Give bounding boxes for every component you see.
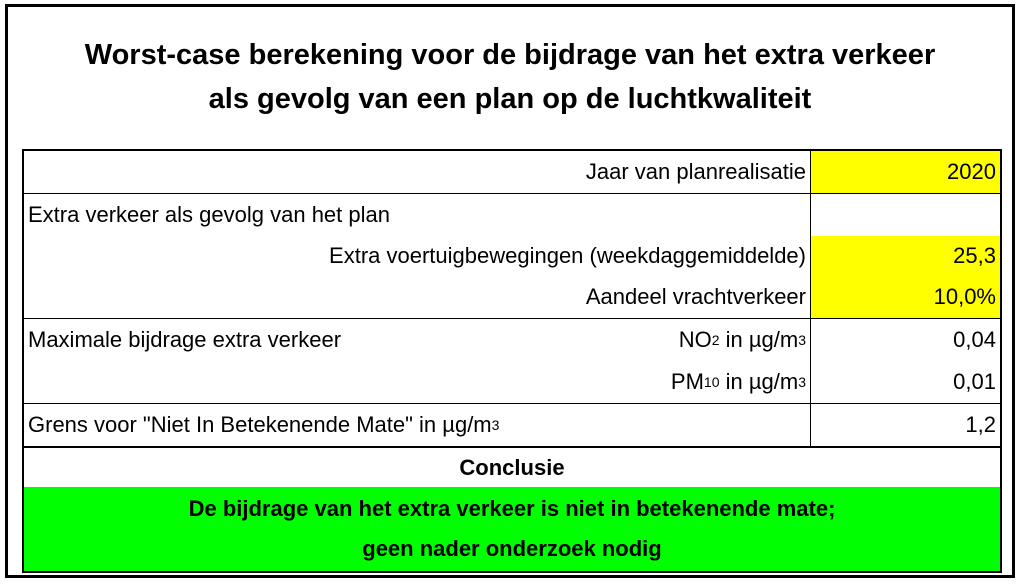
row-no2: [24, 319, 1000, 361]
row-vrachtverkeer: [24, 276, 1000, 319]
pm10-value-cell[interactable]: 0,01: [810, 361, 1000, 403]
conclusie-header: Conclusie: [459, 454, 565, 480]
extra-verkeer-empty-cell[interactable]: [810, 194, 1000, 236]
extra-verkeer-label: Extra verkeer als gevolg van het plan: [28, 202, 390, 227]
no2-mid: in µg/m: [719, 327, 799, 352]
row-conclusie-header: [24, 448, 1000, 487]
pm10-cell: [24, 361, 810, 403]
row-pm10: [24, 361, 1000, 404]
row-grens: [24, 404, 1000, 448]
grens-label: Grens voor "Niet In Betekenende Mate" in µg/m 3: [28, 412, 500, 437]
row-extra-verkeer: [24, 194, 1000, 236]
voertuigbewegingen-value-cell[interactable]: 25,3: [810, 236, 1000, 276]
no2-unit-label: NO 2 in µg/m 3: [678, 327, 806, 352]
grens-value-cell[interactable]: 1,2: [810, 404, 1000, 446]
conclusie-line-1: De bijdrage van het extra verkeer is niet in betekenende mate;: [188, 496, 836, 521]
pm10-pre: PM: [670, 369, 704, 394]
title-line-2: als gevolg van een plan op de luchtkwaliteit: [208, 83, 812, 115]
title-line-1: Worst-case berekening voor de bijdrage van het extra verkeer: [84, 39, 936, 71]
jaar-value-cell[interactable]: 2020: [810, 151, 1000, 193]
jaar-label: Jaar van planrealisatie: [585, 159, 806, 184]
sheet-frame: [5, 4, 1015, 578]
calculation-table: [22, 149, 1002, 573]
pm10-unit-label: PM 10 in µg/m 3: [670, 369, 806, 394]
no2-pre: NO: [678, 327, 712, 352]
grens-label-text: Grens voor "Niet In Betekenende Mate" in µg/m: [28, 412, 492, 437]
conclusie-result: [24, 487, 1000, 571]
vrachtverkeer-label: Aandeel vrachtverkeer: [585, 284, 806, 309]
row-jaar: [24, 151, 1000, 194]
bijdrage-cell: [24, 319, 810, 361]
bijdrage-label: Maximale bijdrage extra verkeer: [28, 327, 342, 352]
pm10-mid: in µg/m: [719, 369, 799, 394]
page-title: [8, 7, 1012, 147]
conclusie-line-2: geen nader onderzoek nodig: [362, 536, 662, 561]
row-voertuigbewegingen: [24, 236, 1000, 276]
no2-value-cell[interactable]: 0,04: [810, 319, 1000, 361]
voertuigbewegingen-label: Extra voertuigbewegingen (weekdaggemiddelde): [329, 243, 806, 268]
vrachtverkeer-value-cell[interactable]: 10,0%: [810, 276, 1000, 318]
